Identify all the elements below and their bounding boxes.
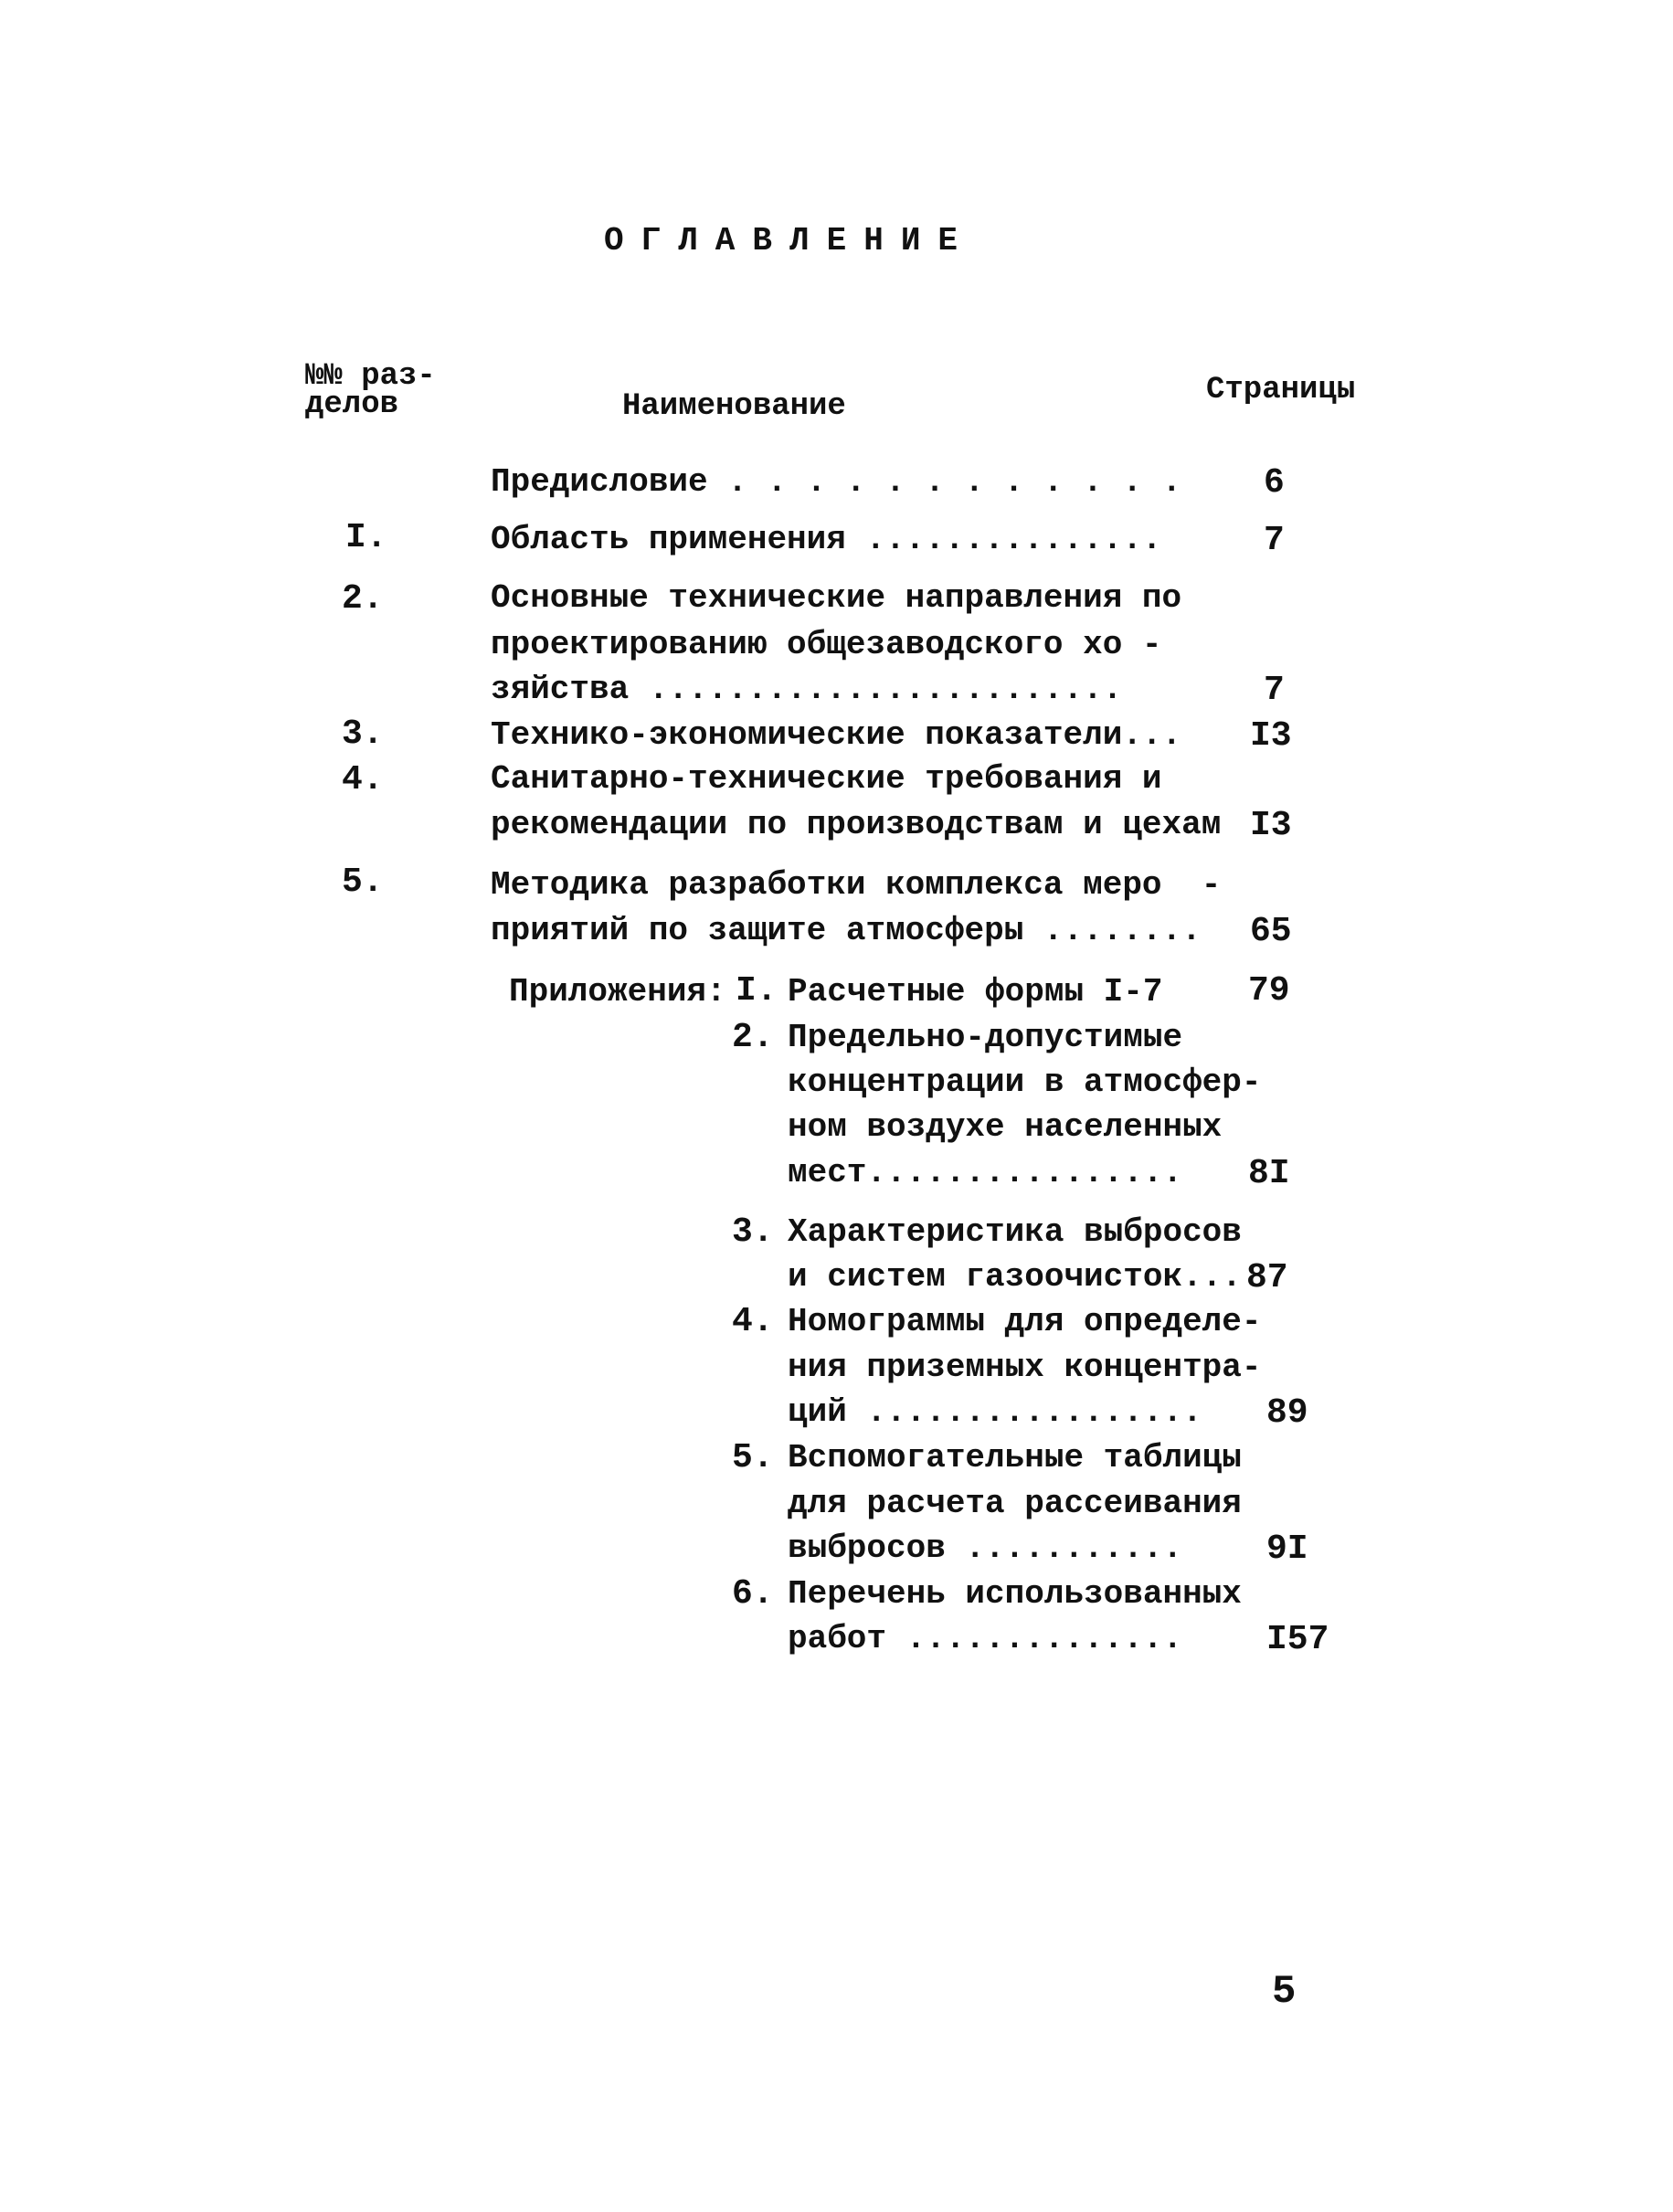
entry-title-line: Область применения ...............	[491, 521, 1162, 558]
appendix-page: 79	[1248, 971, 1290, 1011]
entry-page: 7	[1264, 521, 1285, 560]
entry-title-line: рекомендации по производствам и цехам	[491, 806, 1222, 843]
appendix-page: 8I	[1248, 1154, 1290, 1193]
appendix-title-line: концентрации в атмосфер-	[788, 1064, 1262, 1101]
entry-title-line: приятий по защите атмосферы ........	[491, 912, 1202, 949]
appendix-title-line: Номограммы для определе-	[788, 1303, 1262, 1340]
entry-number: 3.	[342, 714, 384, 754]
appendix-page: 89	[1266, 1393, 1308, 1433]
appendix-title-line: Предельно-допустимые	[788, 1019, 1183, 1056]
appendix-number: I.	[736, 971, 778, 1011]
appendix-page: 87	[1246, 1258, 1288, 1297]
appendix-title-line: ций .................	[788, 1393, 1202, 1431]
page-title: ОГЛАВЛЕНИЕ	[604, 222, 976, 259]
appendix-title-line: ном воздухе населенных	[788, 1108, 1223, 1146]
header-number-line2: делов	[305, 387, 399, 422]
entry-number: 4.	[342, 760, 384, 799]
entry-title-line: зяйства ........................	[491, 671, 1123, 708]
appendix-title-line: ния приземных концентра-	[788, 1349, 1262, 1386]
entry-title-line: проектированию общезаводского хо -	[491, 626, 1162, 663]
appendix-page: 9I	[1266, 1529, 1308, 1569]
entry-number: I.	[345, 518, 387, 557]
entry-title-line: Санитарно-технические требования и	[491, 760, 1162, 798]
entry-title-line: Методика разработки комплекса меро -	[491, 866, 1222, 904]
page-number: 5	[1272, 1969, 1297, 2015]
entry-title-line: Технико-экономические показатели...	[491, 716, 1182, 754]
entry-title-line: Предисловие . . . . . . . . . . . .	[491, 463, 1182, 501]
entry-page: 7	[1264, 671, 1285, 710]
appendix-title-line: работ ..............	[788, 1620, 1183, 1657]
entry-page: 6	[1264, 463, 1285, 503]
entry-page: 65	[1250, 912, 1292, 951]
appendix-title-line: для расчета рассеивания	[788, 1485, 1242, 1522]
appendix-title-line: выбросов ...........	[788, 1529, 1183, 1567]
entry-page: I3	[1250, 716, 1292, 756]
appendix-title-line: Расчетные формы I-7	[788, 973, 1163, 1011]
appendix-number: 6.	[732, 1574, 774, 1614]
appendix-number: 2.	[732, 1018, 774, 1057]
appendix-page: I57	[1266, 1620, 1329, 1659]
appendix-title-line: Характеристика выбросов	[788, 1213, 1242, 1251]
header-number-line1: №№ раз-	[305, 359, 436, 394]
appendix-number: 3.	[732, 1212, 774, 1252]
appendix-number: 5.	[732, 1438, 774, 1477]
entry-number: 2.	[342, 579, 384, 619]
appendix-title-line: и систем газоочисток...	[788, 1258, 1242, 1296]
appendix-title-line: Вспомогательные таблицы	[788, 1439, 1242, 1476]
header-pages: Страницы	[1206, 373, 1356, 407]
entry-number: 5.	[342, 863, 384, 902]
entry-title-line: Основные технические направления по	[491, 579, 1182, 617]
appendix-title-line: мест................	[788, 1154, 1183, 1191]
header-name: Наименование	[622, 389, 846, 424]
appendix-label: Приложения:	[509, 973, 726, 1011]
appendix-title-line: Перечень использованных	[788, 1575, 1242, 1613]
appendix-number: 4.	[732, 1302, 774, 1341]
entry-page: I3	[1250, 806, 1292, 845]
